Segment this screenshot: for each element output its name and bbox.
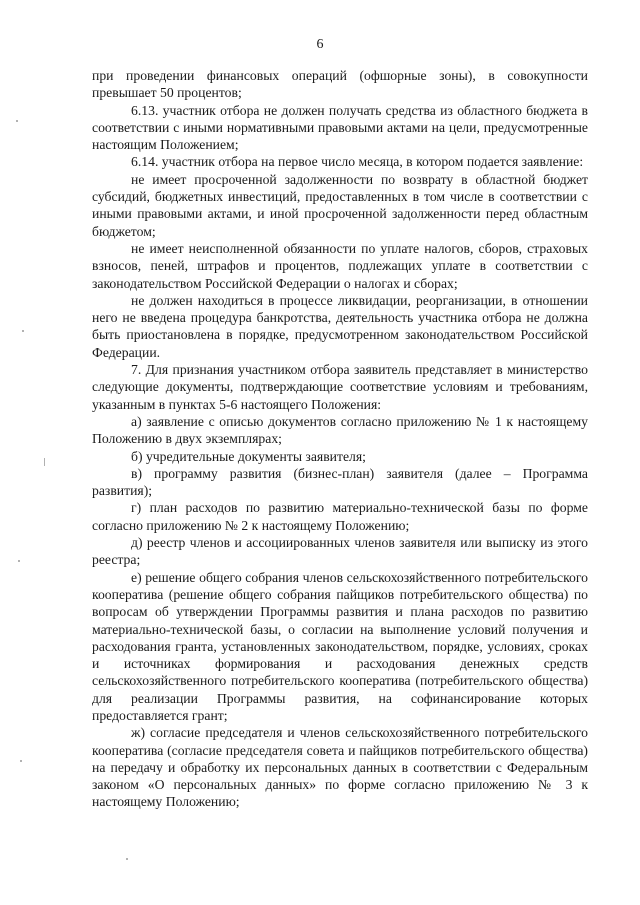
paragraph: а) заявление с описью документов согласно приложению № 1 к настоящему Положению в двух экземплярах; (92, 413, 588, 447)
scan-speck (22, 330, 24, 332)
paragraph: не имеет неисполненной обязанности по уплате налогов, сборов, страховых взносов, пеней, штрафов и процентов, подлежащих уплате в соответствии с законодательством Российской Федерации о налогах и сборах; (92, 240, 588, 291)
paragraph: 6.13. участник отбора не должен получать средства из областного бюджета в соответствии с иными нормативными правовыми актами на цели, предусмотренные настоящим Положением; (92, 102, 588, 153)
scan-speck (44, 458, 45, 466)
scan-speck (126, 858, 128, 860)
paragraph: г) план расходов по развитию материально-технической базы по форме согласно приложению № 2 к настоящему Положению; (92, 500, 588, 533)
paragraph: д) реестр членов и ассоциированных членов заявителя или выписку из этого реестра; (92, 535, 588, 568)
document-body (92, 67, 588, 811)
scan-speck (20, 760, 22, 762)
paragraph: при проведении финансовых операций (офшорные зоны), в совокупности превышает 50 процентов; (92, 68, 588, 101)
paragraph: не имеет просроченной задолженности по возврату в областной бюджет субсидий, бюджетных инвестиций, предоставленных в том числе в соответствии с иными правовыми актами, и иной просроченной задолженности перед областным бюджетом; (92, 171, 588, 239)
paragraph: ж) согласие председателя и членов сельскохозяйственного потребительского кооператива (согласие председателя совета и пайщиков потребительского общества) на передачу и обработку их персональных данных в соответствии с Федеральным законом «О персональных данных» по форме согласно приложению № 3 к настоящему Положению; (92, 725, 588, 810)
paragraph: б) учредительные документы заявителя; (131, 448, 366, 464)
paragraph: 7. Для признания участником отбора заявитель представляет в министерство следующие документы, подтверждающие соответствие условиям и требованиям, указанным в пунктах 5-6 настоящего Положения: (92, 362, 588, 412)
paragraph: 6.14. участник отбора на первое число месяца, в котором подается заявление: (131, 154, 584, 170)
scan-speck (16, 120, 18, 122)
scan-speck (18, 560, 20, 562)
page-number: 6 (316, 37, 324, 52)
paragraph: в) программу развития (бизнес-план) заявителя (далее – Программа развития); (92, 465, 588, 499)
paragraph: е) решение общего собрания членов сельскохозяйственного потребительского кооператива (решение общего собрания пайщиков потребительского общества) по вопросам об утверждении Программы развития и плана расходов по развитию материально-технической базы, о согласии на выполнение условий получения и расходования гранта, установленных законодательством, порядке, условиях, сроках и источниках формирования и расходования денежных средств сельскохозяйственного потребительского кооператива (потребительского общества) для реализации Программы развития, на софинансирование которых предоставляется грант; (92, 569, 588, 723)
paragraph: не должен находиться в процессе ликвидации, реорганизации, в отношении него не введена процедура банкротства, деятельность участника отбора не должна быть приостановлена в порядке, предусмотренном законодательством Российской Федерации. (92, 292, 588, 360)
